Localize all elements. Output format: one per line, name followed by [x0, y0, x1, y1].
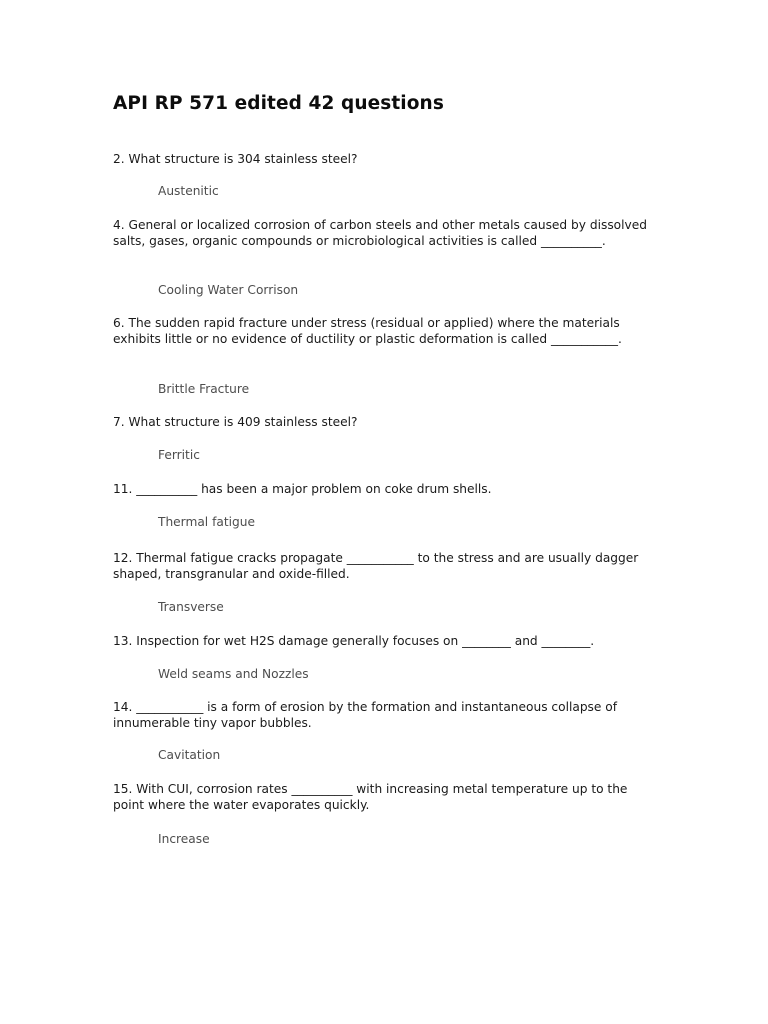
answer-6: Brittle Fracture: [158, 382, 250, 396]
question-14: 14. ___________ is a form of erosion by the formation and instantaneous collapse of innumerable tiny vapor bubbles.: [113, 700, 618, 731]
question-2: 2. What structure is 304 stainless steel?: [113, 152, 358, 166]
question-12: 12. Thermal fatigue cracks propagate ___________ to the stress and are usually dagger shaped, transgranular and oxide-filled.: [113, 551, 639, 582]
answer-12: Transverse: [158, 600, 224, 614]
question-7: 7. What structure is 409 stainless steel?: [113, 415, 358, 429]
answer-13: Weld seams and Nozzles: [158, 667, 309, 681]
answer-4: Cooling Water Corrison: [158, 283, 299, 297]
document-title: API RP 571 edited 42 questions: [113, 93, 444, 114]
answer-7: Ferritic: [158, 448, 200, 462]
question-6: 6. The sudden rapid fracture under stress (residual or applied) where the materials exhibits little or no evidence of ductility or plastic deformation is called ___________.: [113, 316, 622, 347]
answer-11: Thermal fatigue: [158, 515, 255, 529]
question-11: 11. __________ has been a major problem on coke drum shells.: [113, 482, 492, 496]
answer-14: Cavitation: [158, 748, 221, 762]
question-15: 15. With CUI, corrosion rates __________ with increasing metal temperature up to the point where the water evaporates quickly.: [113, 782, 628, 813]
question-4: 4. General or localized corrosion of carbon steels and other metals caused by dissolved salts, gases, organic compounds or microbiological activities is called __________.: [113, 218, 647, 249]
answer-2: Austenitic: [158, 184, 219, 198]
question-13: 13. Inspection for wet H2S damage generally focuses on ________ and ________.: [113, 634, 595, 648]
answer-15: Increase: [158, 832, 210, 846]
